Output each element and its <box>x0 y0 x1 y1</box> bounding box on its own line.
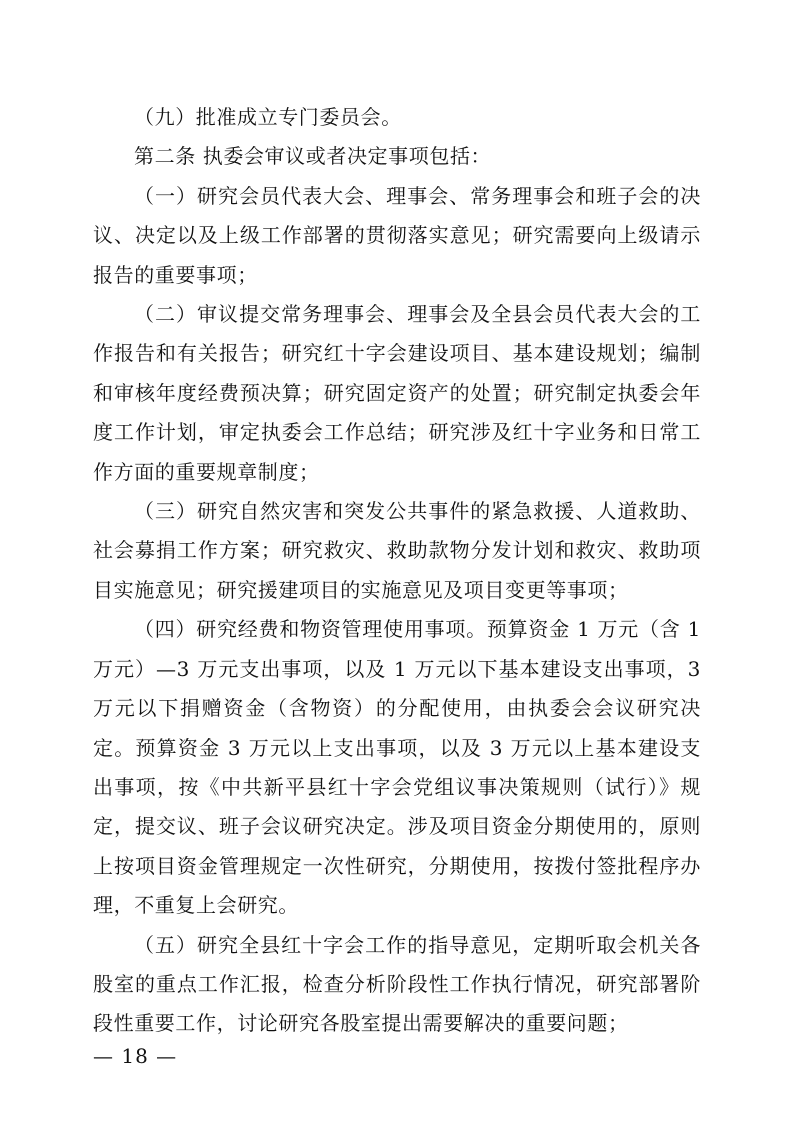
paragraph-item-2: （二）审议提交常务理事会、理事会及全县会员代表大会的工作报告和有关报告；研究红十字会建设项目、基本建设规划；编制和审核年度经费预决算；研究固定资产的处置；研究制定执委会年度工作计划，审定执委会工作总结；研究涉及红十字业务和日常工作方面的重要规章制度； <box>93 302 701 484</box>
paragraph-item-1: （一）研究会员代表大会、理事会、常务理事会和班子会的决议、决定以及上级工作部署的贯彻落实意见；研究需要向上级请示报告的重要事项； <box>93 183 701 287</box>
paragraph-item-5: （五）研究全县红十字会工作的指导意见，定期听取会机关各股室的重点工作汇报，检查分析阶段性工作执行情况，研究部署阶段性重要工作，讨论研究各股室提出需要解决的重要问题； <box>93 932 701 1036</box>
document-body <box>93 98 701 1044</box>
paragraph-item-4: （四）研究经费和物资管理使用事项。预算资金 1 万元（含 1 万元）—3 万元支出事项，以及 1 万元以下基本建设支出事项，3 万元以下捐赠资金（含物资）的分配使用，由执委会会议研究决定。预算资金 3 万元以上支出事项，以及 3 万元以上基本建设支出事项，按《中共新平县红十字会党组议事决策规则（试行）》规定，提交议、班子会议研究决定。涉及项目资金分期使用的，原则上按项目资金管理规定一次性研究，分期使用，按拨付签批程序办理，不重复上会研究。 <box>93 617 701 918</box>
page-number: — 18 — <box>93 1044 178 1068</box>
paragraph-item-9: （九）批准成立专门委员会。 <box>134 105 402 129</box>
paragraph-article-2: 第二条 执委会审议或者决定事项包括： <box>134 144 492 169</box>
paragraph-item-3: （三）研究自然灾害和突发公共事件的紧急救援、人道救助、社会募捐工作方案；研究救灾、救助款物分发计划和救灾、救助项目实施意见；研究援建项目的实施意见及项目变更等事项； <box>93 499 701 602</box>
